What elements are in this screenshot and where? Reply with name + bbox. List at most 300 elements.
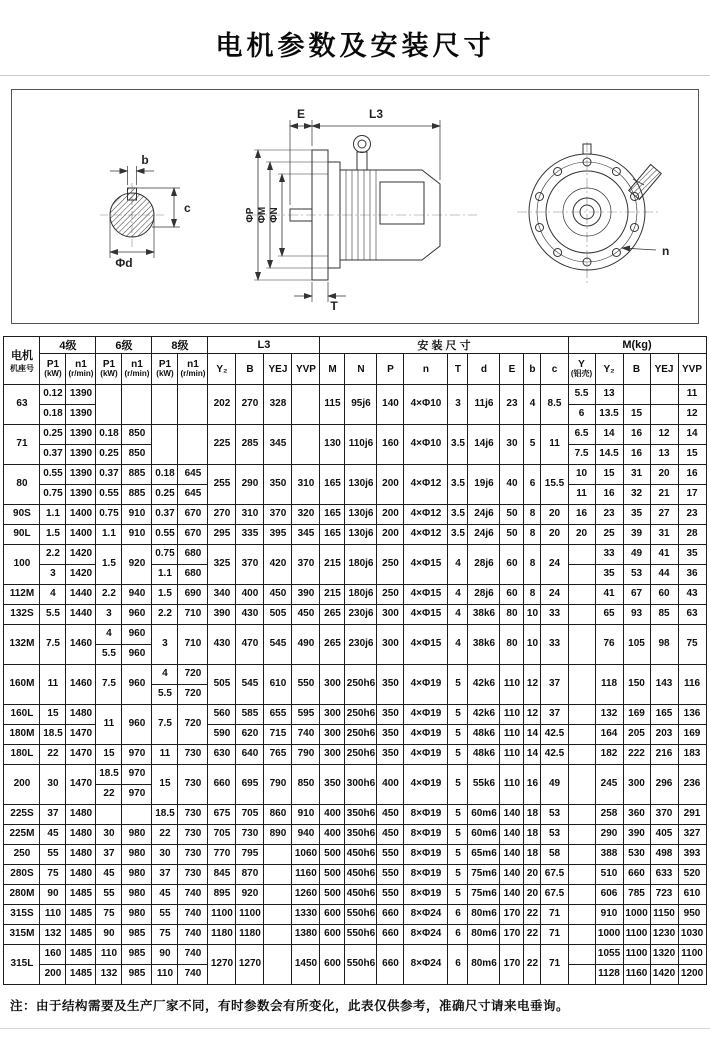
title-divider xyxy=(0,75,710,76)
table-cell: 5.5 xyxy=(568,385,595,405)
table-cell: 250 xyxy=(377,585,404,605)
table-cell: 960 xyxy=(122,665,152,705)
table-cell: 1.5 xyxy=(152,585,178,605)
table-cell xyxy=(264,865,292,885)
table-cell: 705 xyxy=(208,825,236,845)
table-cell: 5.5 xyxy=(96,645,122,665)
table-cell: 22 xyxy=(40,745,66,765)
table-cell: 42k6 xyxy=(468,665,500,705)
table-cell: 53 xyxy=(541,805,568,825)
table-cell: 1160 xyxy=(623,965,650,985)
table-cell: 600 xyxy=(320,925,345,945)
table-cell: 3 xyxy=(448,385,468,425)
table-cell: 20 xyxy=(541,525,568,545)
table-cell: 37 xyxy=(541,705,568,725)
table-cell: 405 xyxy=(650,825,678,845)
table-cell xyxy=(650,385,678,405)
table-cell: 350 xyxy=(377,705,404,725)
table-cell: 4×Φ19 xyxy=(404,725,448,745)
table-cell: 18 xyxy=(524,845,541,865)
table-cell: 12 xyxy=(650,425,678,445)
table-cell: 110 xyxy=(96,945,122,965)
table-cell: 55 xyxy=(96,885,122,905)
table-cell xyxy=(568,945,595,965)
table-cell: 13 xyxy=(650,445,678,465)
header-cell: N xyxy=(345,354,377,385)
table-cell: 75 xyxy=(152,925,178,945)
table-cell: 920 xyxy=(236,885,264,905)
table-cell: 335 xyxy=(236,525,264,545)
table-cell: 39 xyxy=(623,525,650,545)
table-cell: 8.5 xyxy=(541,385,568,425)
table-cell: 200 xyxy=(4,765,40,805)
table-cell: 140 xyxy=(500,845,524,865)
table-cell: 40 xyxy=(500,465,524,505)
table-cell: 0.18 xyxy=(152,465,178,485)
table-cell: 8 xyxy=(524,525,541,545)
header-cell: E xyxy=(500,354,524,385)
table-cell: 550 xyxy=(377,885,404,905)
table-cell: 1320 xyxy=(650,945,678,965)
table-cell: 7.5 xyxy=(568,445,595,465)
table-cell: 80m6 xyxy=(468,945,500,985)
table-cell: 450 xyxy=(377,805,404,825)
table-cell: 505 xyxy=(208,665,236,705)
table-cell: 33 xyxy=(541,605,568,625)
table-cell: 180M xyxy=(4,725,40,745)
table-cell: 350h6 xyxy=(345,825,377,845)
header-cell: d xyxy=(468,354,500,385)
table-cell xyxy=(152,425,178,465)
table-cell: 400 xyxy=(236,585,264,605)
table-cell: 245 xyxy=(595,765,623,805)
table-cell: 23 xyxy=(678,505,706,525)
table-row xyxy=(4,865,706,885)
table-cell: 160M xyxy=(4,665,40,705)
table-cell: 1060 xyxy=(292,845,320,865)
table-cell: 350 xyxy=(264,465,292,505)
table-cell: 60 xyxy=(500,545,524,585)
table-cell: 49 xyxy=(541,765,568,805)
table-cell: 970 xyxy=(122,765,152,785)
table-cell: 140 xyxy=(500,825,524,845)
table-cell: 345 xyxy=(292,525,320,545)
header-cell: 6级 xyxy=(96,337,152,354)
table-cell: 67 xyxy=(623,585,650,605)
table-cell: 130j6 xyxy=(345,505,377,525)
table-cell: 180L xyxy=(4,745,40,765)
table-cell xyxy=(568,705,595,725)
table-cell: 20 xyxy=(524,885,541,905)
table-cell: 690 xyxy=(178,585,208,605)
table-cell: 16 xyxy=(623,445,650,465)
table-cell: 600 xyxy=(320,945,345,985)
table-cell xyxy=(568,925,595,945)
table-cell: 350 xyxy=(377,725,404,745)
dim-label-phiP: ΦP xyxy=(245,207,256,223)
table-cell: 315L xyxy=(4,945,40,985)
table-cell: 300 xyxy=(320,705,345,725)
table-cell: 450h6 xyxy=(345,845,377,865)
table-cell: 48k6 xyxy=(468,725,500,745)
table-cell: 250h6 xyxy=(345,745,377,765)
table-cell: 595 xyxy=(292,705,320,725)
table-cell: 112M xyxy=(4,585,40,605)
table-row xyxy=(4,605,706,625)
table-cell: 450 xyxy=(377,825,404,845)
table-cell: 910 xyxy=(292,805,320,825)
table-cell: 970 xyxy=(122,745,152,765)
table-cell: 660 xyxy=(377,925,404,945)
technical-drawing-panel xyxy=(11,89,699,324)
table-row xyxy=(4,705,706,725)
table-cell: 300h6 xyxy=(345,765,377,805)
table-cell: 8×Φ19 xyxy=(404,805,448,825)
table-cell: 350 xyxy=(377,665,404,705)
table-cell: 920 xyxy=(122,545,152,585)
table-cell: 7.5 xyxy=(40,625,66,665)
table-cell: 980 xyxy=(122,845,152,865)
table-cell: 1450 xyxy=(292,945,320,985)
table-cell: 13 xyxy=(595,385,623,405)
table-cell: 296 xyxy=(650,765,678,805)
table-cell: 395 xyxy=(264,525,292,545)
table-cell: 20 xyxy=(568,525,595,545)
dim-label-E: E xyxy=(296,107,306,121)
header-cell: YVP xyxy=(678,354,706,385)
table-cell: 545 xyxy=(236,665,264,705)
table-cell: 850 xyxy=(292,765,320,805)
table-cell xyxy=(264,905,292,925)
table-cell: 71 xyxy=(541,925,568,945)
table-cell: 960 xyxy=(122,705,152,745)
table-cell: 500 xyxy=(320,865,345,885)
table-cell: 1100 xyxy=(236,905,264,925)
table-cell: 80 xyxy=(4,465,40,505)
table-cell: 250h6 xyxy=(345,725,377,745)
table-cell: 22 xyxy=(524,945,541,985)
table-cell: 165 xyxy=(320,525,345,545)
table-cell: 4×Φ15 xyxy=(404,545,448,585)
table-cell: 585 xyxy=(236,705,264,725)
technical-drawing xyxy=(12,90,698,321)
table-cell: 370 xyxy=(236,545,264,585)
table-cell: 71 xyxy=(4,425,40,465)
table-cell: 680 xyxy=(178,565,208,585)
table-cell: 645 xyxy=(178,485,208,505)
table-cell: 230j6 xyxy=(345,605,377,625)
table-cell: 5.5 xyxy=(152,685,178,705)
table-row xyxy=(4,585,706,605)
table-cell: 17 xyxy=(678,485,706,505)
terminal-box xyxy=(629,165,662,200)
table-cell: 1100 xyxy=(678,945,706,965)
dim-label-b: b xyxy=(141,153,149,167)
table-cell: 450 xyxy=(264,585,292,605)
table-cell: 5 xyxy=(448,665,468,705)
table-cell: 71 xyxy=(541,945,568,985)
table-cell: 6.5 xyxy=(568,425,595,445)
table-cell: 4×Φ12 xyxy=(404,465,448,505)
table-cell: 110 xyxy=(500,705,524,725)
table-cell: 1470 xyxy=(66,745,96,765)
table-cell: 11j6 xyxy=(468,385,500,425)
table-cell: 16 xyxy=(678,465,706,485)
table-cell: 12 xyxy=(524,705,541,725)
table-cell: 675 xyxy=(208,805,236,825)
table-cell: 1470 xyxy=(66,765,96,805)
table-cell xyxy=(568,765,595,805)
table-cell: 940 xyxy=(292,825,320,845)
table-cell: 15 xyxy=(96,745,122,765)
table-cell: 950 xyxy=(678,905,706,925)
header-cell: b xyxy=(524,354,541,385)
table-cell: 130j6 xyxy=(345,525,377,545)
table-row xyxy=(4,885,706,905)
table-cell: 31 xyxy=(623,465,650,485)
table-cell: 1100 xyxy=(623,945,650,965)
header-cell: 安 装 尺 寸 xyxy=(320,337,568,354)
table-cell xyxy=(568,565,595,585)
table-cell: 8×Φ19 xyxy=(404,825,448,845)
table-cell: 130j6 xyxy=(345,465,377,505)
table-cell: 960 xyxy=(122,645,152,665)
table-cell: 550 xyxy=(377,845,404,865)
table-cell: 80 xyxy=(500,605,524,625)
table-cell xyxy=(650,405,678,425)
table-cell: 730 xyxy=(178,805,208,825)
table-cell: 255 xyxy=(208,465,236,505)
table-cell: 660 xyxy=(377,945,404,985)
table-cell: 258 xyxy=(595,805,623,825)
table-cell: 350h6 xyxy=(345,805,377,825)
table-cell: 325 xyxy=(208,545,236,585)
table-cell: 4 xyxy=(448,545,468,585)
table-cell: 250h6 xyxy=(345,705,377,725)
header-cell: B xyxy=(623,354,650,385)
header-cell: M(kg) xyxy=(568,337,706,354)
table-cell: 1270 xyxy=(236,945,264,985)
table-cell: 6 xyxy=(448,905,468,925)
table-cell: 90S xyxy=(4,505,40,525)
table-cell xyxy=(96,805,122,825)
header-cell: n xyxy=(404,354,448,385)
table-cell xyxy=(568,805,595,825)
table-cell: 33 xyxy=(541,625,568,665)
table-cell: 265 xyxy=(320,605,345,625)
table-cell xyxy=(568,585,595,605)
table-cell: 1420 xyxy=(66,545,96,565)
shaft-section-view xyxy=(100,166,180,258)
table-cell: 327 xyxy=(678,825,706,845)
table-cell: 150 xyxy=(623,665,650,705)
table-cell: 37 xyxy=(40,805,66,825)
table-cell: 45 xyxy=(96,865,122,885)
table-cell: 24j6 xyxy=(468,505,500,525)
table-cell: 15 xyxy=(595,465,623,485)
table-cell: 295 xyxy=(208,525,236,545)
table-cell: 180j6 xyxy=(345,585,377,605)
table-cell: 5 xyxy=(448,825,468,845)
table-cell: 315M xyxy=(4,925,40,945)
table-cell xyxy=(568,745,595,765)
table-cell: 143 xyxy=(650,665,678,705)
table-cell: 740 xyxy=(178,945,208,965)
table-cell: 6 xyxy=(448,945,468,985)
table-cell: 5 xyxy=(448,805,468,825)
table-cell xyxy=(122,805,152,825)
table-cell: 49 xyxy=(623,545,650,565)
table-cell: 500 xyxy=(320,845,345,865)
table-cell: 0.37 xyxy=(152,505,178,525)
table-cell: 90L xyxy=(4,525,40,545)
header-cell: L3 xyxy=(208,337,320,354)
table-cell: 136 xyxy=(678,705,706,725)
table-cell: 37 xyxy=(541,665,568,705)
header-cell: 电机 机座号 xyxy=(4,337,40,385)
table-cell: 8×Φ24 xyxy=(404,905,448,925)
table-cell: 1390 xyxy=(66,485,96,505)
header-cell: P1 (kW) xyxy=(40,354,66,385)
table-cell: 200 xyxy=(377,505,404,525)
table-cell: 4×Φ10 xyxy=(404,385,448,425)
table-cell: 560 xyxy=(208,705,236,725)
table-cell: 44 xyxy=(650,565,678,585)
page-title: 电机参数及安装尺寸 xyxy=(215,31,495,61)
table-cell: 55 xyxy=(152,905,178,925)
table-cell: 14.5 xyxy=(595,445,623,465)
table-cell xyxy=(152,385,178,425)
table-cell: 110j6 xyxy=(345,425,377,465)
table-cell: 22 xyxy=(524,925,541,945)
table-cell: 0.75 xyxy=(96,505,122,525)
table-cell: 910 xyxy=(595,905,623,925)
table-cell: 35 xyxy=(623,505,650,525)
table-cell: 20 xyxy=(650,465,678,485)
table-cell: 2.2 xyxy=(40,545,66,565)
table-cell: 740 xyxy=(178,965,208,985)
table-cell: 4×Φ15 xyxy=(404,585,448,605)
table-cell: 11 xyxy=(541,425,568,465)
table-cell: 30 xyxy=(40,765,66,805)
table-cell: 845 xyxy=(208,865,236,885)
table-cell: 940 xyxy=(122,585,152,605)
table-cell: 730 xyxy=(178,865,208,885)
table-cell: 215 xyxy=(320,545,345,585)
table-cell: 60m6 xyxy=(468,805,500,825)
table-cell: 4 xyxy=(152,665,178,685)
header-cell: P1 (kW) xyxy=(96,354,122,385)
table-row xyxy=(4,665,706,685)
table-cell: 4×Φ15 xyxy=(404,625,448,665)
dim-label-d: Φd xyxy=(115,256,133,270)
header-cell: YEJ xyxy=(650,354,678,385)
header-cell: 8级 xyxy=(152,337,208,354)
table-cell: 53 xyxy=(541,825,568,845)
table-cell: 265 xyxy=(320,625,345,665)
table-cell: 41 xyxy=(595,585,623,605)
table-cell: 37 xyxy=(152,865,178,885)
footnote: 注：由于结构需要及生产厂家不同，有时参数会有所变化，此表仅供参考，准确尺寸请来电垂询。 xyxy=(10,999,570,1013)
table-cell: 1440 xyxy=(66,585,96,605)
table-cell: 450h6 xyxy=(345,865,377,885)
table-cell: 33 xyxy=(595,545,623,565)
table-cell: 15 xyxy=(623,405,650,425)
table-cell: 490 xyxy=(292,625,320,665)
table-cell: 4 xyxy=(524,385,541,425)
table-cell: 14 xyxy=(678,425,706,445)
table-cell: 3.5 xyxy=(448,505,468,525)
table-cell: 606 xyxy=(595,885,623,905)
header-cell: T xyxy=(448,354,468,385)
header-row xyxy=(4,337,706,354)
table-cell: 28j6 xyxy=(468,585,500,605)
table-cell: 22 xyxy=(524,905,541,925)
table-row xyxy=(4,525,706,545)
table-cell: 250 xyxy=(377,545,404,585)
table-cell xyxy=(568,665,595,705)
table-cell: 31 xyxy=(650,525,678,545)
table-cell: 50 xyxy=(500,505,524,525)
table-cell: 13.5 xyxy=(595,405,623,425)
table-cell: 1330 xyxy=(292,905,320,925)
table-cell: 550h6 xyxy=(345,945,377,985)
table-cell: 8×Φ19 xyxy=(404,845,448,865)
table-cell: 740 xyxy=(178,925,208,945)
table-cell: 6 xyxy=(448,925,468,945)
table-cell: 370 xyxy=(650,805,678,825)
header-cell: P xyxy=(377,354,404,385)
table-cell xyxy=(292,385,320,425)
table-cell: 1390 xyxy=(66,445,96,465)
table-cell: 420 xyxy=(264,545,292,585)
table-cell: 393 xyxy=(678,845,706,865)
table-cell: 550h6 xyxy=(345,925,377,945)
dim-label-c: c xyxy=(184,201,191,215)
table-cell: 3 xyxy=(40,565,66,585)
table-cell: 3 xyxy=(152,625,178,665)
table-cell: 75 xyxy=(678,625,706,665)
table-cell: 1000 xyxy=(595,925,623,945)
table-cell: 116 xyxy=(678,665,706,705)
table-cell: 610 xyxy=(678,885,706,905)
table-cell: 200 xyxy=(377,525,404,545)
table-cell: 4×Φ12 xyxy=(404,505,448,525)
table-cell: 730 xyxy=(178,845,208,865)
table-cell: 1485 xyxy=(66,965,96,985)
table-cell: 35 xyxy=(595,565,623,585)
table-cell: 980 xyxy=(122,865,152,885)
table-cell: 110 xyxy=(500,665,524,705)
table-cell: 110 xyxy=(500,745,524,765)
table-cell: 76 xyxy=(595,625,623,665)
table-cell: 110 xyxy=(152,965,178,985)
table-cell: 8×Φ19 xyxy=(404,865,448,885)
table-cell: 63 xyxy=(678,605,706,625)
table-cell: 1055 xyxy=(595,945,623,965)
table-cell: 0.37 xyxy=(96,465,122,485)
table-cell: 7.5 xyxy=(96,665,122,705)
table-cell: 3.5 xyxy=(448,425,468,465)
table-cell: 55k6 xyxy=(468,765,500,805)
table-cell: 1390 xyxy=(66,385,96,405)
table-cell: 110 xyxy=(40,905,66,925)
table-cell: 5 xyxy=(524,425,541,465)
table-cell: 75m6 xyxy=(468,885,500,905)
table-cell: 890 xyxy=(264,825,292,845)
table-cell: 350 xyxy=(320,765,345,805)
table-cell xyxy=(568,725,595,745)
